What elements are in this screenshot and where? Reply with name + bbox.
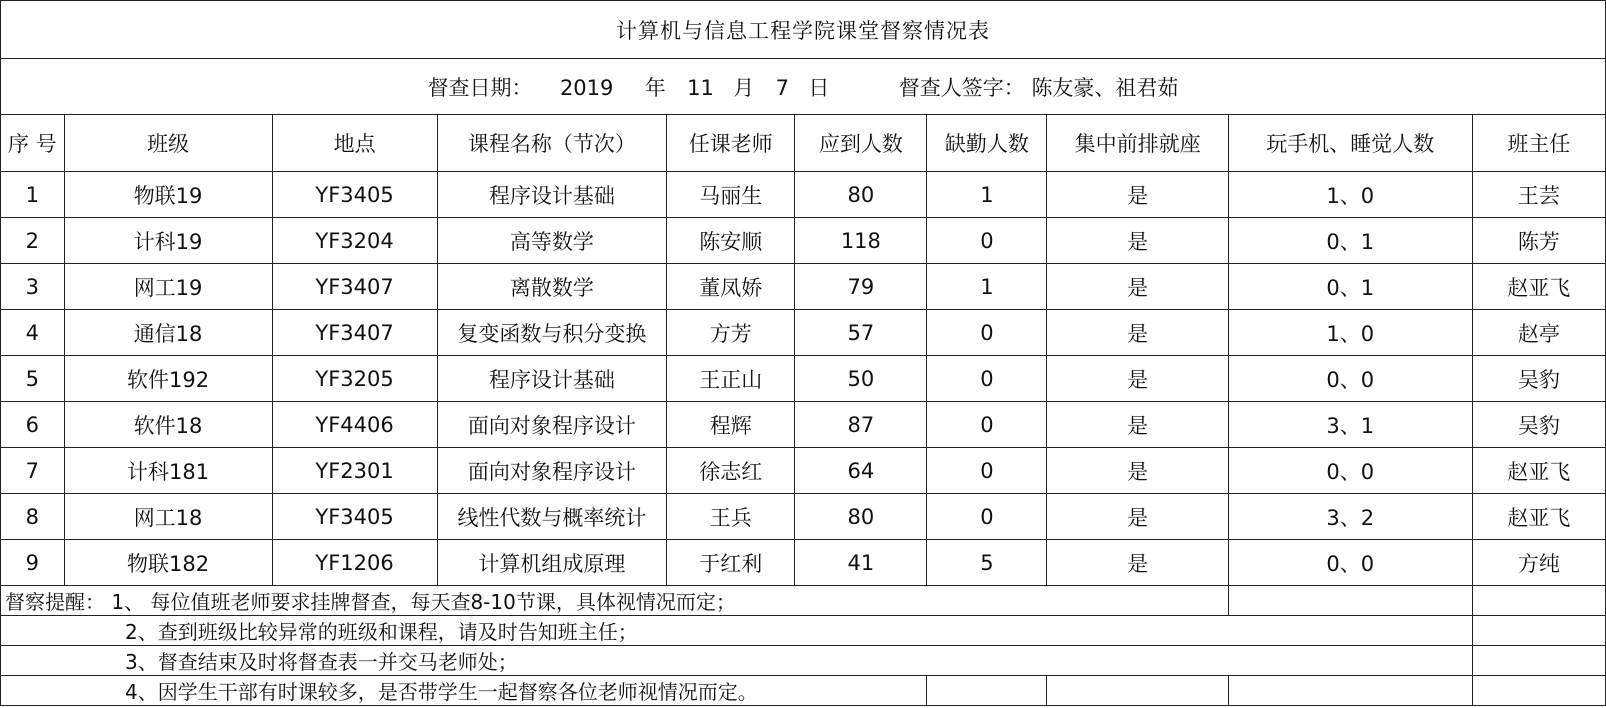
note-blank-cell: [927, 676, 1047, 706]
date-year-unit: 年: [644, 75, 666, 100]
date-month-unit: 月: [733, 75, 755, 100]
date-label: 督查日期：: [427, 75, 533, 100]
cell-teacher: 徐志红: [667, 448, 795, 494]
cell-class: 通信18: [64, 310, 272, 356]
cell-phone-sleep: 3、1: [1228, 402, 1472, 448]
cell-front-seating: 是: [1047, 494, 1228, 540]
cell-class: 计科19: [64, 218, 272, 264]
note-blank-cell: [1472, 616, 1605, 646]
cell-index: 4: [1, 310, 65, 356]
cell-course: 计算机组成原理: [437, 540, 667, 586]
cell-phone-sleep: 1、0: [1228, 172, 1472, 218]
cell-location: YF1206: [272, 540, 437, 586]
note-4: 4、因学生干部有时课较多，是否带学生一起督察各位老师视情况而定。: [1, 676, 927, 706]
cell-expected: 118: [795, 218, 927, 264]
note-row-1: [1, 586, 1606, 616]
col-header-course: 课程名称（节次）: [437, 115, 667, 172]
notes-section: [1, 586, 1606, 706]
cell-index: 5: [1, 356, 65, 402]
signer-label: 督查人签字：: [898, 75, 1025, 100]
cell-head-teacher: 赵亚飞: [1472, 494, 1605, 540]
cell-phone-sleep: 1、0: [1228, 310, 1472, 356]
cell-head-teacher: 赵亚飞: [1472, 448, 1605, 494]
cell-expected: 80: [795, 172, 927, 218]
note-blank-cell: [1472, 676, 1605, 706]
note-3: 3、督查结束及时将督查表一并交马老师处；: [1, 646, 1473, 676]
note-row-3: [1, 646, 1606, 676]
table-row: [1, 448, 1606, 494]
cell-class: 物联182: [64, 540, 272, 586]
table-row: [1, 402, 1606, 448]
cell-class: 软件192: [64, 356, 272, 402]
cell-phone-sleep: 0、0: [1228, 356, 1472, 402]
cell-location: YF3407: [272, 310, 437, 356]
note-blank-cell: [1472, 646, 1605, 676]
cell-index: 9: [1, 540, 65, 586]
cell-absent: 0: [927, 310, 1047, 356]
table-row: [1, 310, 1606, 356]
cell-front-seating: 是: [1047, 402, 1228, 448]
cell-index: 2: [1, 218, 65, 264]
cell-teacher: 程辉: [667, 402, 795, 448]
table-row: [1, 356, 1606, 402]
cell-class: 计科181: [64, 448, 272, 494]
col-header-teacher: 任课老师: [667, 115, 795, 172]
cell-front-seating: 是: [1047, 448, 1228, 494]
col-header-phone-sleep: 玩手机、睡觉人数: [1228, 115, 1472, 172]
cell-course: 程序设计基础: [437, 172, 667, 218]
col-header-index: 序 号: [1, 115, 65, 172]
cell-expected: 50: [795, 356, 927, 402]
cell-course: 面向对象程序设计: [437, 448, 667, 494]
cell-head-teacher: 方纯: [1472, 540, 1605, 586]
cell-location: YF3204: [272, 218, 437, 264]
cell-location: YF3407: [272, 264, 437, 310]
cell-front-seating: 是: [1047, 264, 1228, 310]
col-header-class: 班级: [64, 115, 272, 172]
cell-course: 线性代数与概率统计: [437, 494, 667, 540]
cell-front-seating: 是: [1047, 356, 1228, 402]
note-blank-cell: [1228, 586, 1472, 616]
cell-head-teacher: 陈芳: [1472, 218, 1605, 264]
cell-index: 3: [1, 264, 65, 310]
cell-teacher: 陈安顺: [667, 218, 795, 264]
cell-index: 1: [1, 172, 65, 218]
col-header-location: 地点: [272, 115, 437, 172]
date-day-unit: 日: [808, 75, 830, 100]
cell-phone-sleep: 0、1: [1228, 264, 1472, 310]
col-header-head-teacher: 班主任: [1472, 115, 1605, 172]
cell-class: 网工19: [64, 264, 272, 310]
meta-row: [1, 59, 1606, 115]
cell-teacher: 董凤娇: [667, 264, 795, 310]
meta-info: [1, 59, 1606, 115]
cell-absent: 5: [927, 540, 1047, 586]
cell-head-teacher: 吴豹: [1472, 356, 1605, 402]
cell-teacher: 方芳: [667, 310, 795, 356]
cell-head-teacher: 赵亚飞: [1472, 264, 1605, 310]
cell-course: 高等数学: [437, 218, 667, 264]
cell-expected: 80: [795, 494, 927, 540]
cell-location: YF4406: [272, 402, 437, 448]
cell-phone-sleep: 0、0: [1228, 448, 1472, 494]
cell-absent: 0: [927, 218, 1047, 264]
table-row: [1, 540, 1606, 586]
cell-absent: 0: [927, 402, 1047, 448]
col-header-expected: 应到人数: [795, 115, 927, 172]
cell-head-teacher: 王芸: [1472, 172, 1605, 218]
cell-teacher: 于红利: [667, 540, 795, 586]
table-body: [1, 172, 1606, 586]
date-year: 2019: [559, 75, 614, 100]
note-1: 督察提醒： 1、 每位值班老师要求挂牌督查，每天查8-10节课，具体视情况而定；: [1, 586, 1229, 616]
cell-course: 面向对象程序设计: [437, 402, 667, 448]
table-row: [1, 218, 1606, 264]
table-row: [1, 264, 1606, 310]
cell-class: 软件18: [64, 402, 272, 448]
cell-expected: 79: [795, 264, 927, 310]
note-blank-cell: [1047, 676, 1228, 706]
cell-absent: 1: [927, 172, 1047, 218]
cell-location: YF3205: [272, 356, 437, 402]
signer-names: 陈友豪、祖君茹: [1031, 75, 1179, 100]
cell-expected: 41: [795, 540, 927, 586]
note-row-2: [1, 616, 1606, 646]
cell-expected: 64: [795, 448, 927, 494]
cell-absent: 0: [927, 494, 1047, 540]
cell-head-teacher: 赵亭: [1472, 310, 1605, 356]
cell-teacher: 王正山: [667, 356, 795, 402]
cell-teacher: 马丽生: [667, 172, 795, 218]
cell-location: YF3405: [272, 494, 437, 540]
note-2: 2、查到班级比较异常的班级和课程，请及时告知班主任；: [1, 616, 1473, 646]
note-blank-cell: [1472, 586, 1605, 616]
date-month: 11: [687, 75, 714, 100]
cell-expected: 57: [795, 310, 927, 356]
col-header-front-seating: 集中前排就座: [1047, 115, 1228, 172]
date-day: 7: [775, 75, 789, 100]
cell-front-seating: 是: [1047, 540, 1228, 586]
cell-index: 7: [1, 448, 65, 494]
cell-course: 复变函数与积分变换: [437, 310, 667, 356]
cell-absent: 0: [927, 448, 1047, 494]
cell-expected: 87: [795, 402, 927, 448]
cell-location: YF3405: [272, 172, 437, 218]
header-row: [1, 115, 1606, 172]
cell-teacher: 王兵: [667, 494, 795, 540]
cell-front-seating: 是: [1047, 218, 1228, 264]
cell-absent: 1: [927, 264, 1047, 310]
title-row: [1, 1, 1606, 59]
table-row: [1, 494, 1606, 540]
note-row-4: [1, 676, 1606, 706]
cell-front-seating: 是: [1047, 310, 1228, 356]
cell-phone-sleep: 0、1: [1228, 218, 1472, 264]
note-blank-cell: [1228, 676, 1472, 706]
table-row: [1, 172, 1606, 218]
cell-course: 程序设计基础: [437, 356, 667, 402]
cell-phone-sleep: 0、0: [1228, 540, 1472, 586]
page-title: 计算机与信息工程学院课堂督察情况表: [1, 1, 1606, 59]
cell-index: 8: [1, 494, 65, 540]
cell-class: 物联19: [64, 172, 272, 218]
cell-front-seating: 是: [1047, 172, 1228, 218]
cell-course: 离散数学: [437, 264, 667, 310]
cell-location: YF2301: [272, 448, 437, 494]
cell-absent: 0: [927, 356, 1047, 402]
cell-phone-sleep: 3、2: [1228, 494, 1472, 540]
cell-head-teacher: 吴豹: [1472, 402, 1605, 448]
cell-class: 网工18: [64, 494, 272, 540]
cell-index: 6: [1, 402, 65, 448]
col-header-absent: 缺勤人数: [927, 115, 1047, 172]
